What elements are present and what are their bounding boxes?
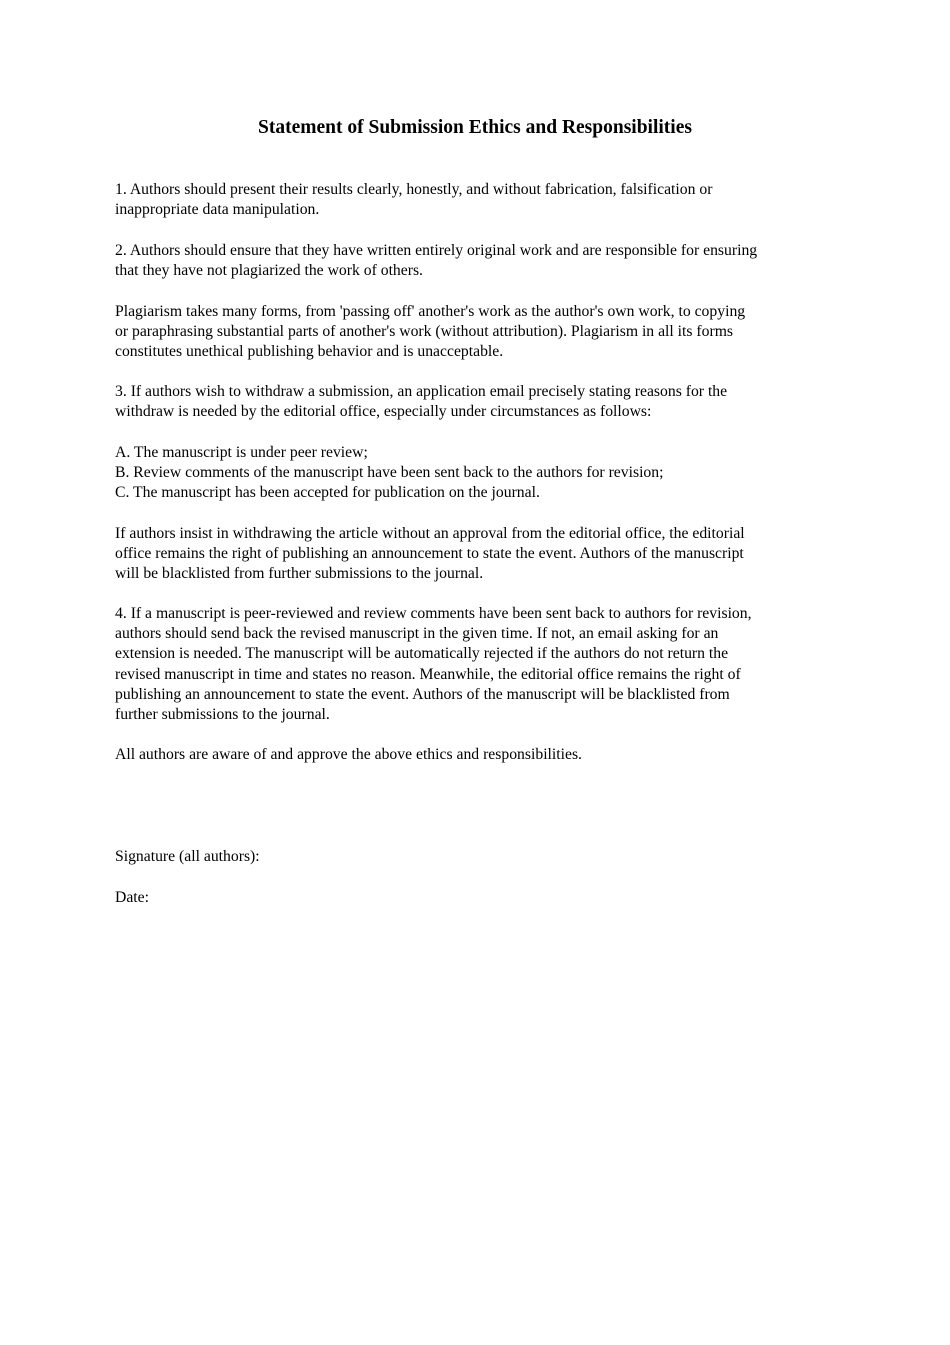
paragraph-3-line: constitutes unethical publishing behavior and is unacceptable. xyxy=(115,343,504,361)
paragraph-6-line: If authors insist in withdrawing the article without an approval from the editorial office, the editorial xyxy=(115,525,745,542)
paragraph-4-line: withdraw is needed by the editorial office, especially under circumstances as follows: xyxy=(115,403,652,421)
paragraph-7-line: revised manuscript in time and states no reason. Meanwhile, the editorial office remains the right of xyxy=(115,665,741,683)
paragraph-3-line: or paraphrasing substantial parts of another's work (without attribution). Plagiarism in all its forms xyxy=(115,323,734,341)
date-label: Date: xyxy=(115,889,149,906)
paragraph-5-line: C. The manuscript has been accepted for publication on the journal. xyxy=(115,484,540,502)
paragraph-6-line: will be blacklisted from further submissions to the journal. xyxy=(115,565,484,583)
paragraph-4-line: 3. If authors wish to withdraw a submission, an application email precisely stating reasons for the xyxy=(115,383,728,400)
paragraph-6-line: office remains the right of publishing an announcement to state the event. Authors of the manuscript xyxy=(115,545,744,563)
paragraph-5-line: B. Review comments of the manuscript have been sent back to the authors for revision; xyxy=(115,464,664,482)
paragraph-7-line: publishing an announcement to state the event. Authors of the manuscript will be blacklisted from xyxy=(115,685,730,703)
paragraph-1-line: inappropriate data manipulation. xyxy=(115,201,320,219)
paragraph-1-line: 1. Authors should present their results clearly, honestly, and without fabrication, falsification or xyxy=(115,181,713,198)
paragraph-3-line: Plagiarism takes many forms, from 'passing off' another's work as the author's own work, to copying xyxy=(115,303,746,320)
paragraph-7-line: 4. If a manuscript is peer-reviewed and review comments have been sent back to authors for revision, xyxy=(115,605,752,622)
document-title: Statement of Submission Ethics and Responsibilities xyxy=(258,117,692,138)
signature-label: Signature (all authors): xyxy=(115,848,260,865)
paragraph-2-line: that they have not plagiarized the work of others. xyxy=(115,262,423,280)
paragraph-2-line: 2. Authors should ensure that they have written entirely original work and are responsible for ensuring xyxy=(115,242,758,259)
paragraph-7-line: further submissions to the journal. xyxy=(115,706,330,723)
paragraph-7-line: extension is needed. The manuscript will be automatically rejected if the authors do not return the xyxy=(115,645,729,663)
paragraph-8-line: All authors are aware of and approve the above ethics and responsibilities. xyxy=(115,746,582,763)
paragraph-7-line: authors should send back the revised manuscript in the given time. If not, an email asking for an xyxy=(115,625,719,643)
paragraph-5-line: A. The manuscript is under peer review; xyxy=(115,444,368,461)
